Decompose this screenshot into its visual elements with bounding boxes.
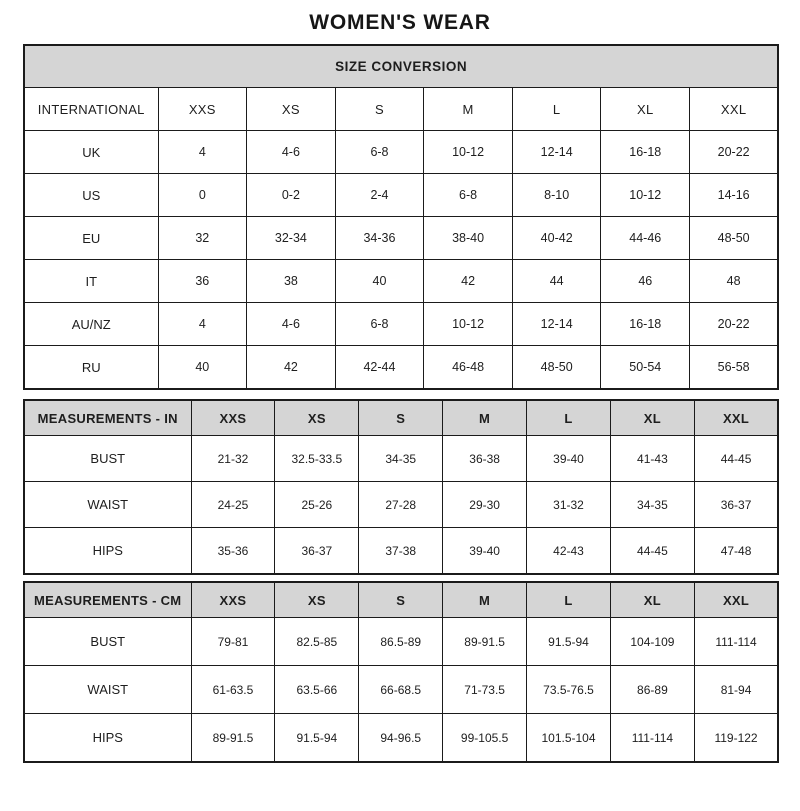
size-header-xxl: XXL [690,88,779,131]
table-row-hips-in [24,528,778,575]
size-header-l: L [512,88,601,131]
cell: 46 [601,260,690,303]
table-row-us [24,174,778,217]
cell: 20-22 [690,303,779,346]
cell: 38-40 [424,217,513,260]
size-conversion-title-row [24,45,778,88]
size-header-l: L [527,400,611,436]
row-label-eu: EU [24,217,158,260]
cell: 34-36 [335,217,424,260]
size-header-xl: XL [610,400,694,436]
row-label-hips: HIPS [24,714,191,763]
row-label-us: US [24,174,158,217]
size-header-xxs: XXS [191,582,275,618]
cell: 32 [158,217,247,260]
cell: 81-94 [694,666,778,714]
cell: 10-12 [424,303,513,346]
cell: 111-114 [610,714,694,763]
cell: 61-63.5 [191,666,275,714]
cell: 44 [512,260,601,303]
size-header-m: M [443,400,527,436]
cell: 101.5-104 [527,714,611,763]
cell: 94-96.5 [359,714,443,763]
cell: 99-105.5 [443,714,527,763]
cell: 40-42 [512,217,601,260]
page-title: WOMEN'S WEAR [309,11,491,34]
cell: 48-50 [690,217,779,260]
row-label-bust: BUST [24,618,191,666]
cell: 48 [690,260,779,303]
table-row-it [24,260,778,303]
row-label-uk: UK [24,131,158,174]
size-header-l: L [527,582,611,618]
cell: 44-46 [601,217,690,260]
size-header-xl: XL [601,88,690,131]
table-row-hips-cm [24,714,778,763]
table-row-waist-cm [24,666,778,714]
cell: 40 [158,346,247,390]
measurements-in-title: MEASUREMENTS - IN [24,400,191,436]
table-row-aunz [24,303,778,346]
cell: 34-35 [359,436,443,482]
cell: 6-8 [335,131,424,174]
cell: 42 [424,260,513,303]
cell: 16-18 [601,303,690,346]
cell: 12-14 [512,303,601,346]
header-label-international: INTERNATIONAL [24,88,158,131]
cell: 0-2 [247,174,336,217]
cell: 79-81 [191,618,275,666]
size-header-xxs: XXS [158,88,247,131]
cell: 34-35 [610,482,694,528]
cell: 4-6 [247,303,336,346]
size-header-s: S [359,400,443,436]
measurements-cm-table [23,581,779,763]
row-label-aunz: AU/NZ [24,303,158,346]
cell: 10-12 [424,131,513,174]
cell: 63.5-66 [275,666,359,714]
cell: 111-114 [694,618,778,666]
cell: 47-48 [694,528,778,575]
cell: 36-37 [275,528,359,575]
cell: 35-36 [191,528,275,575]
cell: 6-8 [335,303,424,346]
cell: 86-89 [610,666,694,714]
size-header-s: S [359,582,443,618]
cell: 71-73.5 [443,666,527,714]
cell: 12-14 [512,131,601,174]
cell: 10-12 [601,174,690,217]
cell: 24-25 [191,482,275,528]
row-label-it: IT [24,260,158,303]
cell: 91.5-94 [527,618,611,666]
cell: 4 [158,131,247,174]
cell: 82.5-85 [275,618,359,666]
row-label-waist: WAIST [24,666,191,714]
size-header-xs: XS [275,400,359,436]
cell: 41-43 [610,436,694,482]
cell: 32.5-33.5 [275,436,359,482]
cell: 31-32 [527,482,611,528]
cell: 89-91.5 [191,714,275,763]
cell: 39-40 [527,436,611,482]
cell: 50-54 [601,346,690,390]
table-row-bust-in [24,436,778,482]
cell: 38 [247,260,336,303]
cell: 0 [158,174,247,217]
cell: 46-48 [424,346,513,390]
measurements-cm-title: MEASUREMENTS - CM [24,582,191,618]
cell: 2-4 [335,174,424,217]
cell: 44-45 [694,436,778,482]
cell: 29-30 [443,482,527,528]
table-row-uk [24,131,778,174]
cell: 25-26 [275,482,359,528]
size-header-xxs: XXS [191,400,275,436]
size-header-xxl: XXL [694,400,778,436]
size-header-xs: XS [275,582,359,618]
measurements-in-table [23,399,779,575]
cell: 32-34 [247,217,336,260]
row-label-waist: WAIST [24,482,191,528]
cell: 42-44 [335,346,424,390]
cell: 6-8 [424,174,513,217]
cell: 91.5-94 [275,714,359,763]
cell: 21-32 [191,436,275,482]
cell: 42 [247,346,336,390]
cell: 48-50 [512,346,601,390]
cell: 36-38 [443,436,527,482]
cell: 44-45 [610,528,694,575]
size-header-xl: XL [610,582,694,618]
size-header-m: M [424,88,513,131]
measurements-in-header-row [24,400,778,436]
row-label-hips: HIPS [24,528,191,575]
cell: 73.5-76.5 [527,666,611,714]
cell: 56-58 [690,346,779,390]
cell: 119-122 [694,714,778,763]
cell: 37-38 [359,528,443,575]
cell: 16-18 [601,131,690,174]
cell: 86.5-89 [359,618,443,666]
cell: 39-40 [443,528,527,575]
cell: 36-37 [694,482,778,528]
size-header-m: M [443,582,527,618]
size-header-s: S [335,88,424,131]
row-label-ru: RU [24,346,158,390]
cell: 8-10 [512,174,601,217]
cell: 4-6 [247,131,336,174]
size-conversion-title: SIZE CONVERSION [24,45,778,88]
measurements-cm-header-row [24,582,778,618]
size-header-xxl: XXL [694,582,778,618]
size-conversion-header-row [24,88,778,131]
cell: 4 [158,303,247,346]
table-row-eu [24,217,778,260]
table-row-ru [24,346,778,390]
cell: 14-16 [690,174,779,217]
cell: 42-43 [527,528,611,575]
cell: 89-91.5 [443,618,527,666]
size-conversion-table [23,44,779,390]
size-header-xs: XS [247,88,336,131]
cell: 66-68.5 [359,666,443,714]
table-row-waist-in [24,482,778,528]
table-row-bust-cm [24,618,778,666]
cell: 104-109 [610,618,694,666]
row-label-bust: BUST [24,436,191,482]
cell: 20-22 [690,131,779,174]
cell: 27-28 [359,482,443,528]
cell: 36 [158,260,247,303]
cell: 40 [335,260,424,303]
